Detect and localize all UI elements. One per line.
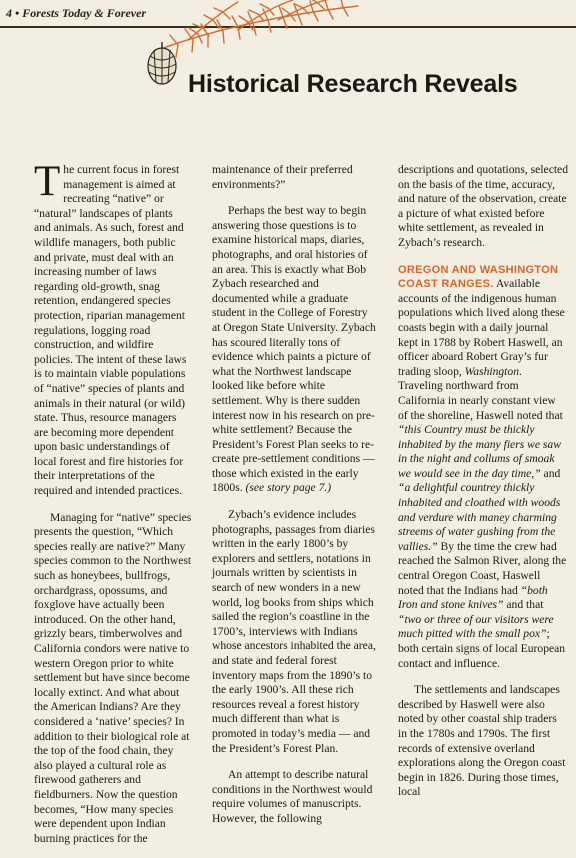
paragraph: descriptions and quotations, selected on the basis of the time, accuracy, and nature of the observation, create a picture of what existed before white settlement, as revealed in Zybach’s research. <box>398 163 569 249</box>
paragraph: maintenance of their preferred environments?” <box>212 163 353 191</box>
paragraph-text: Perhaps the best way to begin answering those questions is to examine historical maps, diaries, photographs, and oral histories of an area. This is exactly what Bob Zybach researched and documented while a graduate student in the College of Forestry at Oregon State University. Zybach has scoured literally tons of evidence which paints a picture of what the Northwest landscape looked like before white settlement. Why is there sudden interest now in his research on pre-white settlement? Because the President’s Forest Plan seeks to re-create pre-settlement conditions — those which existed in the early 1800s. <box>212 204 376 495</box>
quotation: “two or three of our visitors were much pitted with the small pox” <box>398 612 554 641</box>
quotation: “both Iron and stone knives” <box>398 583 548 612</box>
paragraph: Managing for “native” species presents the question, “Which species really are native?” Many species common to the Northwest such as honeybees, bullfrogs, orchardgrass, opossums, and foxglove have actually been introduced. On the other hand, grizzly bears, timberwolves and California condors were native to western Oregon prior to white settlement but have since become locally extinct. And what about the American Indians? Are they considered a ‘native’ species? In addition to their biological role at the top of the food chain, they also played a cultural role as firewood gatherers and fieldburners. Now the question becomes, “How many species were dependent upon Indian burning practices for the <box>34 510 192 845</box>
drop-cap: T <box>34 158 61 205</box>
folio: 4 • Forests Today & Forever <box>6 6 147 20</box>
pine-cone-icon <box>142 42 182 86</box>
article-title: Historical Research Reveals <box>188 70 518 98</box>
story-reference: (see story page 7.) <box>245 481 332 495</box>
quotation: “this Country must be thickly inhabited by the many fiers we saw in the night and collums of smoak we would see in the day time,” <box>398 423 561 480</box>
paragraph: An attempt to describe natural conditions in the Northwest would require volumes of manuscripts. However, the following <box>212 768 373 825</box>
paragraph-text: he current focus in forest management is aimed at recreating “native” or “natural” landscapes of plants and animals. As such, forest and wildlife managers, both public and private, must deal with an increasing number of laws regarding old-growth, snag retention, endangered species protection, riparian management regulations, logging road construction, and wildfire policies. The intent of these laws is to maintain viable populations of “native” species of plants and animals in their natural (or wild) state. Thus, resource managers are becoming more dependent upon basic understandings of local forest and fire histories for their interpretations of the required and intended practices. <box>34 163 187 498</box>
column-2 <box>212 163 378 839</box>
paragraph: OREGON AND WASHINGTON COAST RANGES. Available accounts of the indigenous human populations which lived along these coasts begin with a daily journal kept in 1788 by Robert Haswell, an officer aboard Robert Gray’s fur trading sloop, Washington. Traveling northward from California in nearly constant view of the shoreline, Haswell noted that “this Country must be thickly inhabited by the many fiers we saw in the night and collums of smoak we would see in the day time,” and “a delightful countrey thickly inhabited and cloathed with woods and verdure with maney charming streems of water gushing from the vallies.” By the time the crew had reached the Salmon River, along the central Oregon Coast, Haswell noted that the Indians had “both Iron and stone knives” and that “two or three of our visitors were much pitted with the small pox”; both certain signs of local European contact and influence. <box>398 263 567 670</box>
column-1 <box>34 158 192 858</box>
paragraph: Zybach’s evidence includes photographs, passages from diaries written in the early 1800’s by explorers and settlers, notations in journals written by scientists in search of new wonders in a new world, log books from ships which sailed the region’s coastline in the 1700’s, interviews with Indians whose ancestors inhabited the area, and state and federal forest inventory maps from the 1890’s to the early 1900’s. All these rich resources reveal a forest history much different than what is promoted in today’s media — and the President’s Forest Plan. <box>212 508 376 755</box>
ship-name: Washington <box>464 364 520 378</box>
paragraph <box>212 204 378 496</box>
section-subhead: OREGON AND WASHINGTON COAST RANGES. <box>398 263 559 291</box>
quotation: “a delightful countrey thickly inhabited and cloathed with woods and verdure with maney charming streems of water gushing from the vallies.” <box>398 481 561 553</box>
paragraph <box>34 158 192 499</box>
column-3 <box>398 163 568 812</box>
paragraph: The settlements and landscapes described by Haswell were also noted by other coastal ship traders in the 1780s and 1790s. The first records of extensive overland explorations along the Oregon coast begin in 1826. During those times, local <box>398 683 566 799</box>
